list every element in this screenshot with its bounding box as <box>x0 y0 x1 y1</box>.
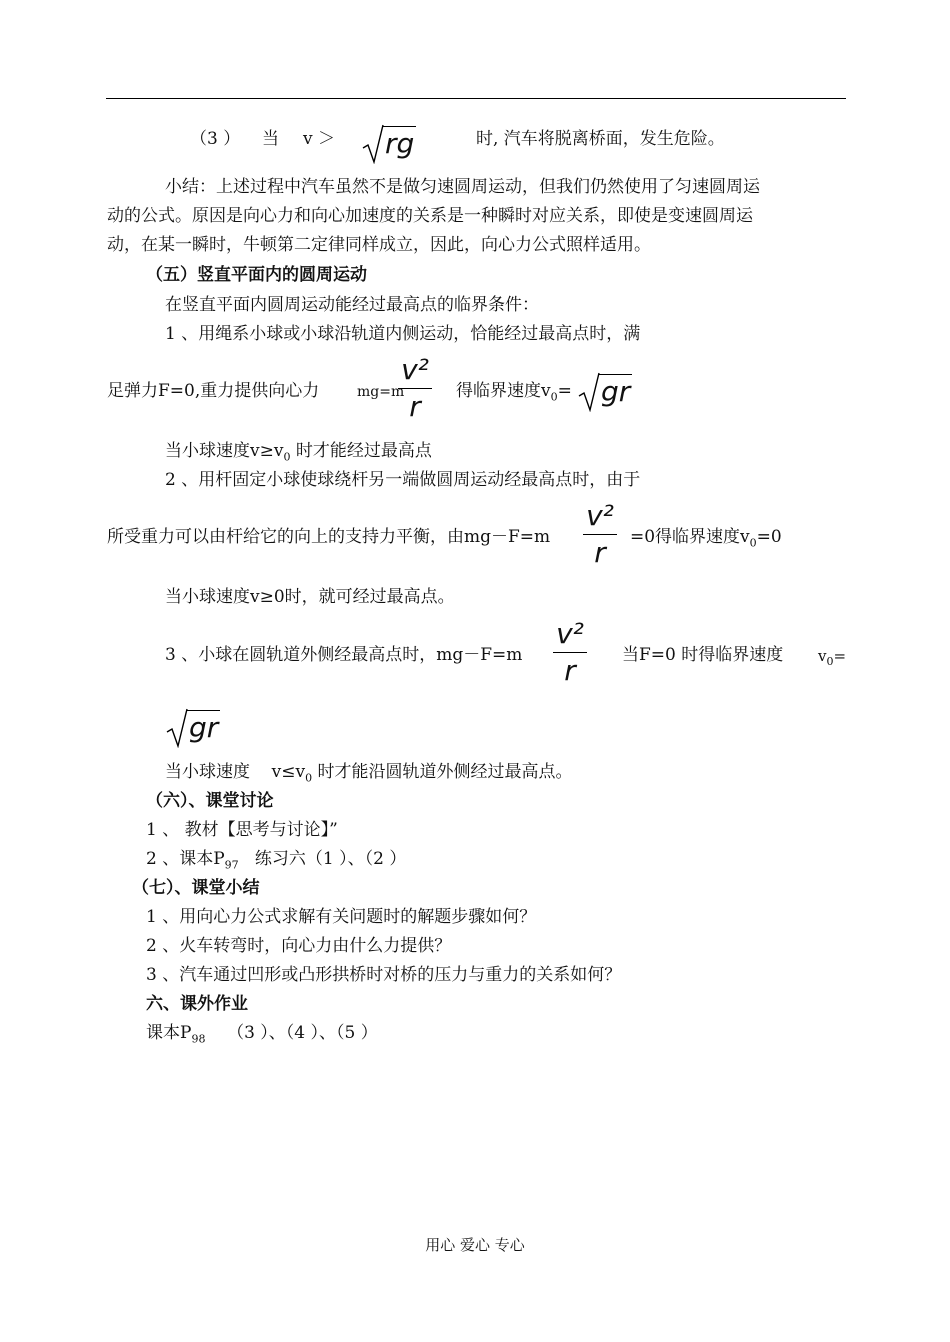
formula-text: mg=m <box>357 384 405 400</box>
subscript: 0 <box>550 390 558 404</box>
text: v≤v <box>271 762 306 782</box>
header-rule <box>106 98 846 99</box>
fraction-bar <box>553 652 587 653</box>
condition-line: 当小球速度v≥0时，就可经过最高点。 <box>165 587 455 607</box>
numerator: v² <box>556 617 584 650</box>
section-heading: （六）、课堂讨论 <box>146 791 274 811</box>
text: 2 、课本P <box>146 849 225 869</box>
subscript: 0 <box>826 655 834 668</box>
section-heading: 六、课外作业 <box>146 994 248 1014</box>
summary-line: 小结：上述过程中汽车虽然不是做匀速圆周运动，但我们仍然使用了匀速圆周运 <box>165 177 760 197</box>
numerator: v² <box>401 353 429 386</box>
text: 当小球速度 <box>165 762 250 782</box>
denominator: r <box>564 654 576 687</box>
homework-line <box>146 1022 378 1050</box>
subscript: 0 <box>305 771 313 785</box>
fraction-v2-r <box>398 354 432 423</box>
numerator: v² <box>586 499 614 532</box>
item-label: （3 ） <box>190 129 241 149</box>
fraction-bar <box>398 388 432 389</box>
summary-line: 动，在某一瞬时，牛顿第二定律同样成立，因此，向心力公式照样适用。 <box>107 235 651 255</box>
radicand: gr <box>601 375 631 408</box>
case-1-line: 足弹力F=0,重力提供向心力 <box>107 381 320 401</box>
case-3-line: 3 、小球在圆轨道外侧经最高点时，mg－F=m <box>165 645 523 665</box>
list-item: 2 、火车转弯时，向心力由什么力提供？ <box>146 936 452 956</box>
radicand: rg <box>385 127 415 160</box>
text: 时, 汽车将脱离桥面，发生危险。 <box>476 129 725 149</box>
paragraph: 在竖直平面内圆周运动能经过最高点的临界条件： <box>165 295 539 315</box>
text: 练习六（1 ）、（2 ） <box>254 849 407 869</box>
text: =0得临界速度v <box>630 527 750 547</box>
text: （3 ）、（4 ）、（5 ） <box>227 1023 378 1043</box>
condition: v ＞ <box>303 129 336 149</box>
subscript: 0 <box>749 536 757 550</box>
fraction-bar <box>583 534 617 535</box>
list-item: 1 、用向心力公式求解有关问题时的解题步骤如何？ <box>146 907 537 927</box>
text: 课本P <box>146 1023 192 1043</box>
text <box>818 645 846 673</box>
radicand: gr <box>189 711 219 744</box>
case-2-line: 2 、用杆固定小球使球绕杆另一端做圆周运动经最高点时，由于 <box>165 470 641 490</box>
text: 当 <box>262 129 279 149</box>
list-item: 1 、 教材【思考与讨论】” <box>146 820 338 840</box>
fraction-v2-r <box>553 618 587 687</box>
fraction-v2-r <box>583 500 617 569</box>
section-heading: （五）竖直平面内的圆周运动 <box>146 265 367 285</box>
text: 时才能经过最高点 <box>295 441 432 461</box>
text <box>456 380 572 408</box>
denominator: r <box>594 536 606 569</box>
condition-line <box>165 440 432 468</box>
text: 当F=0 时得临界速度 <box>622 645 784 665</box>
condition-line <box>165 761 572 789</box>
text: =0 <box>756 527 782 547</box>
subscript: 0 <box>283 450 291 464</box>
denominator: r <box>409 390 421 423</box>
summary-line: 动的公式。原因是向心力和向心加速度的关系是一种瞬时对应关系，即使是变速圆周运 <box>107 206 753 226</box>
text: 当小球速度v≥v <box>165 441 284 461</box>
case-2-line: 所受重力可以由杆给它的向上的支持力平衡，由mg－F=m <box>107 527 551 547</box>
text: v <box>818 647 827 665</box>
subscript: 98 <box>191 1032 206 1046</box>
case-1-line: 1 、用绳系小球或小球沿轨道内侧运动，恰能经过最高点时，满 <box>165 324 641 344</box>
page-footer: 用心 爱心 专心 <box>425 1236 525 1254</box>
equals: = <box>557 381 572 401</box>
critical-speed-text: 得临界速度v <box>456 381 551 401</box>
section-heading: （七）、课堂小结 <box>132 878 260 898</box>
equals: = <box>833 647 847 665</box>
text: 时才能沿圆轨道外侧经过最高点。 <box>317 762 573 782</box>
text <box>630 526 782 554</box>
list-item <box>146 848 406 876</box>
subscript: 97 <box>224 858 239 872</box>
list-item: 3 、汽车通过凹形或凸形拱桥时对桥的压力与重力的关系如何？ <box>146 965 622 985</box>
